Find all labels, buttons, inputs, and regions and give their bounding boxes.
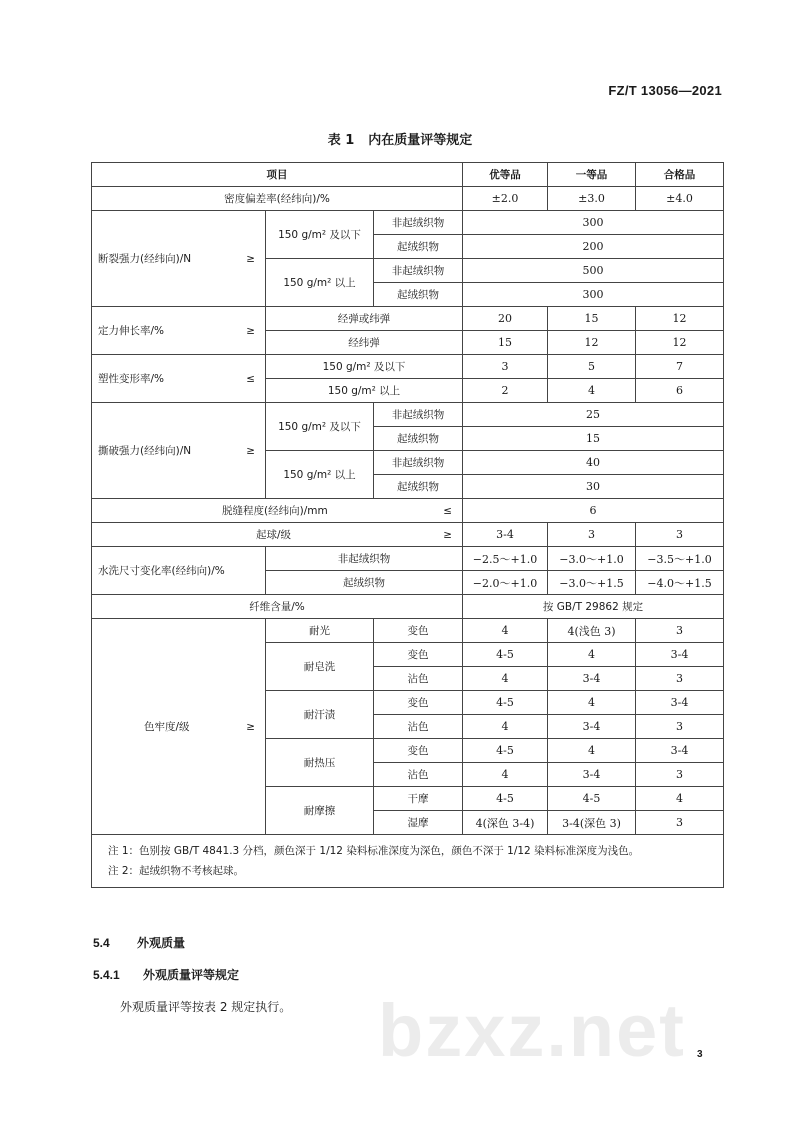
table-row-colorfastness: [92, 619, 724, 643]
table-row-fiber: [92, 595, 724, 619]
pilling-label-cell: [92, 523, 463, 547]
cell: 3: [636, 715, 724, 739]
cell: 3-4: [636, 739, 724, 763]
cell: 3-4: [548, 715, 636, 739]
fabric-type: 非起绒织物: [374, 259, 463, 283]
fabric-type: 起绒织物: [374, 235, 463, 259]
plastic-label: 塑性变形率/%: [98, 373, 165, 385]
density-label: 密度偏差率(经纬向)/%: [92, 187, 463, 211]
test-name: 耐热压: [266, 739, 374, 787]
fabric-type: 非起绒织物: [374, 451, 463, 475]
table-title-text: 内在质量评等规定: [368, 133, 473, 148]
table-row-pilling: [92, 523, 724, 547]
cell: 4-5: [463, 691, 548, 715]
fabric-type: 非起绒织物: [266, 547, 463, 571]
watermark: bzxz.net: [378, 989, 686, 1072]
section-number: 5.4.1: [93, 968, 120, 982]
cell: 5: [548, 355, 636, 379]
table-row-plastic: [92, 355, 724, 379]
test-type: 沾色: [374, 763, 463, 787]
cell: 3-4(深色 3): [548, 811, 636, 835]
cell: 4: [548, 691, 636, 715]
cell: −2.5～+1.0: [463, 547, 548, 571]
test-type: 湿摩: [374, 811, 463, 835]
cell: 4: [463, 667, 548, 691]
gte-symbol: ≥: [246, 720, 255, 733]
cell: 40: [463, 451, 724, 475]
cell: 300: [463, 211, 724, 235]
cell: 6: [463, 499, 724, 523]
test-type: 干摩: [374, 787, 463, 811]
cell: 3: [463, 355, 548, 379]
cell: 4: [463, 715, 548, 739]
cell: 4: [548, 643, 636, 667]
cell: 3-4: [463, 523, 548, 547]
fabric-type: 起绒织物: [266, 571, 463, 595]
weight-cell: 150 g/m² 以上: [266, 259, 374, 307]
elongation-label-cell: [92, 307, 266, 355]
body-paragraph: 外观质量评等按表 2 规定执行。: [120, 1000, 292, 1014]
table-title: [0, 129, 800, 148]
table-row-tearing: [92, 403, 724, 427]
test-name: 耐皂洗: [266, 643, 374, 691]
gte-symbol: ≥: [443, 528, 453, 541]
cell: −3.5～+1.0: [636, 547, 724, 571]
washing-label: 水洗尺寸变化率(经纬向)/%: [92, 547, 266, 595]
table-number: 表 1: [327, 133, 355, 148]
page-number: 3: [697, 1049, 703, 1060]
test-type: 变色: [374, 691, 463, 715]
cell: 2: [463, 379, 548, 403]
standard-code: FZ/T 13056—2021: [608, 83, 722, 98]
section-heading-5-4-1: [93, 966, 239, 983]
weight-cell: 150 g/m² 以上: [266, 379, 463, 403]
cell: 15: [463, 427, 724, 451]
cell: 4-5: [463, 643, 548, 667]
cell: 4(浅色 3): [548, 619, 636, 643]
cell: 300: [463, 283, 724, 307]
test-type: 变色: [374, 739, 463, 763]
fiber-label: 纤维含量/%: [92, 595, 463, 619]
table-row-breaking: [92, 211, 724, 235]
test-type: 沾色: [374, 715, 463, 739]
gte-symbol: ≥: [246, 444, 255, 457]
fabric-type: 起绒织物: [374, 475, 463, 499]
cell: ±4.0: [636, 187, 724, 211]
cell: 12: [636, 307, 724, 331]
cell: 3: [636, 763, 724, 787]
tearing-label-cell: [92, 403, 266, 499]
weight-cell: 150 g/m² 及以下: [266, 211, 374, 259]
cell: 7: [636, 355, 724, 379]
section-number: 5.4: [93, 936, 110, 950]
note-2: 注 2：起绒织物不考核起球。: [108, 865, 245, 877]
weight-cell: 150 g/m² 及以下: [266, 403, 374, 451]
cell: ±2.0: [463, 187, 548, 211]
seam-label: 脱缝程度(经纬向)/mm: [222, 505, 328, 517]
cell: 3: [548, 523, 636, 547]
cell: −4.0～+1.5: [636, 571, 724, 595]
colorfastness-label-cell: [92, 619, 266, 835]
header-grade1: 优等品: [463, 163, 548, 187]
cell: 4-5: [463, 787, 548, 811]
cell: 3-4: [636, 643, 724, 667]
cell: 12: [548, 331, 636, 355]
cell: 4: [636, 787, 724, 811]
cell: 30: [463, 475, 724, 499]
cell: 500: [463, 259, 724, 283]
cell: 按 GB/T 29862 规定: [463, 595, 724, 619]
test-type: 沾色: [374, 667, 463, 691]
cell: 6: [636, 379, 724, 403]
fabric-type: 非起绒织物: [374, 403, 463, 427]
header-grade2: 一等品: [548, 163, 636, 187]
weight-cell: 150 g/m² 及以下: [266, 355, 463, 379]
cell: 4-5: [463, 739, 548, 763]
table-row-density: [92, 187, 724, 211]
header-grade3: 合格品: [636, 163, 724, 187]
cell: 3: [636, 523, 724, 547]
cell: 15: [548, 307, 636, 331]
fabric-type: 起绒织物: [374, 283, 463, 307]
tearing-label: 撕破强力(经纬向)/N: [98, 445, 192, 457]
cell: ±3.0: [548, 187, 636, 211]
elongation-label: 定力伸长率/%: [98, 325, 165, 337]
breaking-label-cell: [92, 211, 266, 307]
plastic-label-cell: [92, 355, 266, 403]
cell: 3-4: [548, 667, 636, 691]
note-1: 注 1：色别按 GB/T 4841.3 分档，颜色深于 1/12 染料标准深度为深色，颜色不深于 1/12 染料标准深度为浅色。: [108, 845, 640, 857]
cell: 3-4: [636, 691, 724, 715]
cell: 3: [636, 811, 724, 835]
lte-symbol: ≤: [246, 372, 255, 385]
cell: 4: [548, 739, 636, 763]
cell: −3.0～+1.5: [548, 571, 636, 595]
cell: 4(深色 3-4): [463, 811, 548, 835]
colorfastness-label: 色牢度/级: [144, 721, 190, 733]
table-row-elongation: [92, 307, 724, 331]
test-type: 变色: [374, 643, 463, 667]
table-header-row: [92, 163, 724, 187]
quality-table: [91, 162, 724, 888]
header-item: 项目: [92, 163, 463, 187]
test-type: 变色: [374, 619, 463, 643]
section-heading-5-4: [93, 934, 185, 951]
cell: −2.0～+1.0: [463, 571, 548, 595]
table-notes: [92, 835, 724, 888]
gte-symbol: ≥: [246, 324, 255, 337]
table-row-washing: [92, 547, 724, 571]
cell: 200: [463, 235, 724, 259]
cell: 4: [463, 619, 548, 643]
cell: 4-5: [548, 787, 636, 811]
test-name: 耐汗渍: [266, 691, 374, 739]
cell: 3-4: [548, 763, 636, 787]
cell: 25: [463, 403, 724, 427]
elongation-type: 经弹或纬弹: [266, 307, 463, 331]
gte-symbol: ≥: [246, 252, 255, 265]
cell: 15: [463, 331, 548, 355]
cell: 4: [548, 379, 636, 403]
section-title: 外观质量评等规定: [143, 968, 240, 982]
test-name: 耐光: [266, 619, 374, 643]
cell: 20: [463, 307, 548, 331]
cell: 4: [463, 763, 548, 787]
fabric-type: 起绒织物: [374, 427, 463, 451]
fabric-type: 非起绒织物: [374, 211, 463, 235]
breaking-label: 断裂强力(经纬向)/N: [98, 253, 192, 265]
cell: −3.0～+1.0: [548, 547, 636, 571]
test-name: 耐摩擦: [266, 787, 374, 835]
section-title: 外观质量: [137, 936, 186, 950]
lte-symbol: ≤: [443, 504, 453, 517]
cell: 3: [636, 619, 724, 643]
cell: 3: [636, 667, 724, 691]
weight-cell: 150 g/m² 以上: [266, 451, 374, 499]
table-row-seam: [92, 499, 724, 523]
table-notes-row: [92, 835, 724, 888]
cell: 12: [636, 331, 724, 355]
pilling-label: 起球/级: [256, 529, 292, 541]
elongation-type: 经纬弹: [266, 331, 463, 355]
seam-label-cell: [92, 499, 463, 523]
